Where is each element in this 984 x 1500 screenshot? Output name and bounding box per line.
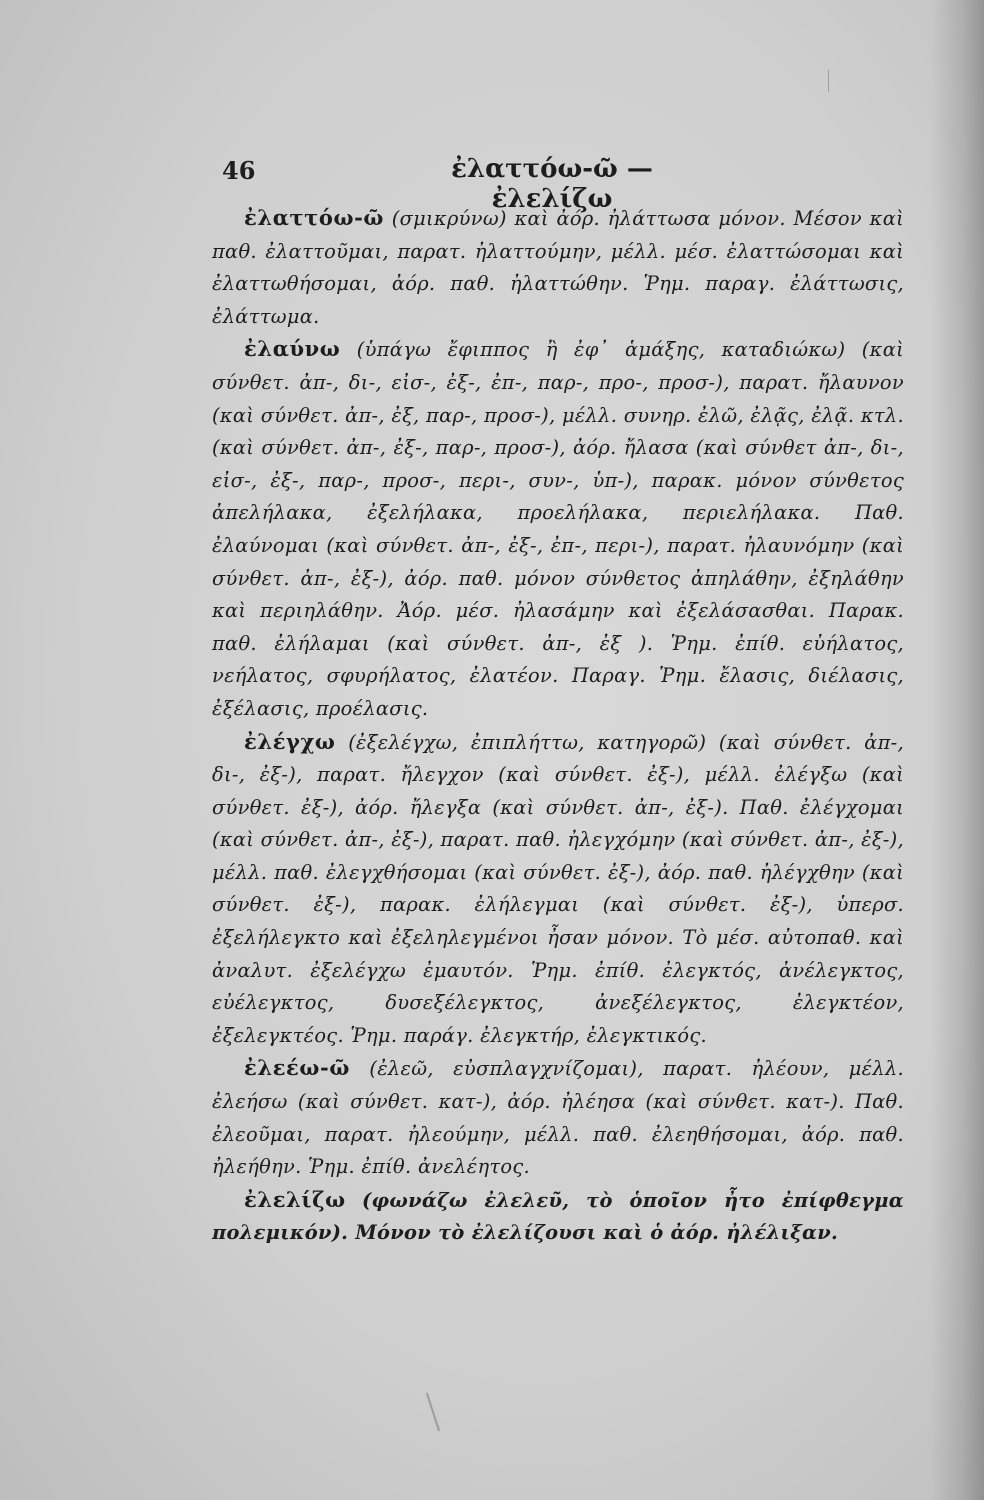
dictionary-entry	[212, 202, 904, 333]
entry-lemma: ἐλεέω-ῶ	[244, 1055, 350, 1081]
entry-text: (ἐξελέγχω, ἐπιπλήττω, κατηγορῶ) (καὶ σύνθετ. ἀπ-, δι-, ἐξ-), παρατ. ἤλεγχον (καὶ σύνθετ. ἐξ-), μέλλ. ἐλέγξω (καὶ σύνθετ. ἐξ-), ἀόρ. ἤλεγξα (καὶ σύνθετ. ἀπ-, ἐξ-). Παθ. ἐλέγχομαι (καὶ σύνθετ. ἀπ-, ἐξ-), παρατ. παθ. ἠλεγχόμην (καὶ σύνθετ. ἀπ-, ἐξ-), μέλλ. παθ. ἐλεγχθήσομαι (καὶ σύνθετ. ἐξ-), ἀόρ. παθ. ἠλέγχθην (καὶ σύνθετ. ἐξ-), παρακ. ἐλήλεγμαι (καὶ σύνθετ. ἐξ-), ὑπερσ. ἐξελήλεγκτο καὶ ἐξεληλεγμένοι ἦσαν μόνον. Τὸ μέσ. αὐτοπαθ. καὶ ἀναλυτ. ἐξελέγχω ἐμαυτόν. Ῥημ. ἐπίθ. ἐλεγκτός, ἀνέλεγκτος, εὐέλεγκτος, δυσεξέλεγκτος, ἀνεξέλεγκτος, ἐλεγκτέον, ἐξελεγκτέος. Ῥημ. παράγ. ἐλεγκτήρ, ἐλεγκτικός.	[212, 730, 904, 1047]
page-scratch-mark	[828, 70, 829, 92]
entry-text: (ἐλεῶ, εὐσπλαγχνίζομαι), παρατ. ἠλέουν, μέλλ. ἐλεήσω (καὶ σύνθετ. κατ-), ἀόρ. ἠλέησα (καὶ σύνθετ. κατ-). Παθ. ἐλεοῦμαι, παρατ. ἠλεούμην, μέλλ. παθ. ἐλεηθήσομαι, ἀόρ. παθ. ἠλεήθην. Ῥημ. ἐπίθ. ἀνελέητος.	[212, 1057, 904, 1179]
page-number: 46	[222, 156, 256, 185]
entry-lemma: ἐλελίζω	[244, 1186, 346, 1212]
page-scratch-mark	[426, 1393, 440, 1432]
dictionary-entry	[212, 726, 904, 1053]
dictionary-entry	[212, 1052, 904, 1183]
page-edge-shadow	[930, 0, 984, 1500]
dictionary-entry	[212, 1184, 904, 1250]
entry-lemma: ἐλέγχω	[244, 728, 336, 754]
dictionary-entry	[212, 333, 904, 725]
running-title: ἐλαττόω-ῶ — ἐλελίζω	[451, 154, 653, 214]
dictionary-body	[212, 202, 904, 1250]
page-header	[222, 154, 912, 214]
entry-text: (ὑπάγω ἔφιππος ἢ ἐφ᾽ ἁμάξης, καταδιώκω) (καὶ σύνθετ. ἀπ-, δι-, εἰσ-, ἐξ-, ἐπ-, παρ-, προ-, προσ-), παρατ. ἤλαυνον (καὶ σύνθετ. ἀπ-, ἐξ, παρ-, προσ-), μέλλ. συνηρ. ἐλῶ, ἐλᾷς, ἐλᾷ. κτλ. (καὶ σύνθετ. ἀπ-, ἐξ-, παρ-, προσ-), ἀόρ. ἤλασα (καὶ σύνθετ ἀπ-, δι-, εἰσ-, ἐξ-, παρ-, προσ-, περι-, συν-, ὑπ-), παρακ. μόνον σύνθετος ἀπελήλακα, ἐξελήλακα, προελήλακα, περιελήλακα. Παθ. ἐλαύνομαι (καὶ σύνθετ. ἀπ-, ἐξ-, ἐπ-, περι-), παρατ. ἠλαυνόμην (καὶ σύνθετ. ἀπ-, ἐξ-), ἀόρ. παθ. μόνον σύνθετος ἀπηλάθην, ἐξηλάθην καὶ περιηλάθην. Ἀόρ. μέσ. ἠλασάμην καὶ ἐξελάσασθαι. Παρακ. παθ. ἐλήλαμαι (καὶ σύνθετ. ἀπ-, ἐξ ). Ῥημ. ἐπίθ. εὐήλατος, νεήλατος, σφυρήλατος, ἐλατέον. Παραγ. Ῥημ. ἔλασις, διέλασις, ἐξέλασις, προέλασις.	[212, 338, 904, 720]
entry-lemma: ἐλαύνω	[244, 336, 341, 362]
entry-lemma: ἐλαττόω-ῶ	[244, 205, 385, 230]
entry-text: (φωνάζω ἐλελεῦ, τὸ ὁποῖον ἦτο ἐπίφθεγμα πολεμικόν). Μόνον τὸ ἐλελίζουσι καὶ ὁ ἀόρ. ἠλέλιξαν.	[212, 1188, 904, 1245]
entry-text: (σμικρύνω) καὶ ἀόρ. ἠλάττωσα μόνον. Μέσον καὶ παθ. ἐλαττοῦμαι, παρατ. ἠλαττούμην, μέλλ. μέσ. ἐλαττώσομαι καὶ ἐλαττωθήσομαι, ἀόρ. παθ. ἠλαττώθην. Ῥημ. παραγ. ἐλάττωσις, ἐλάττωμα.	[212, 207, 904, 328]
